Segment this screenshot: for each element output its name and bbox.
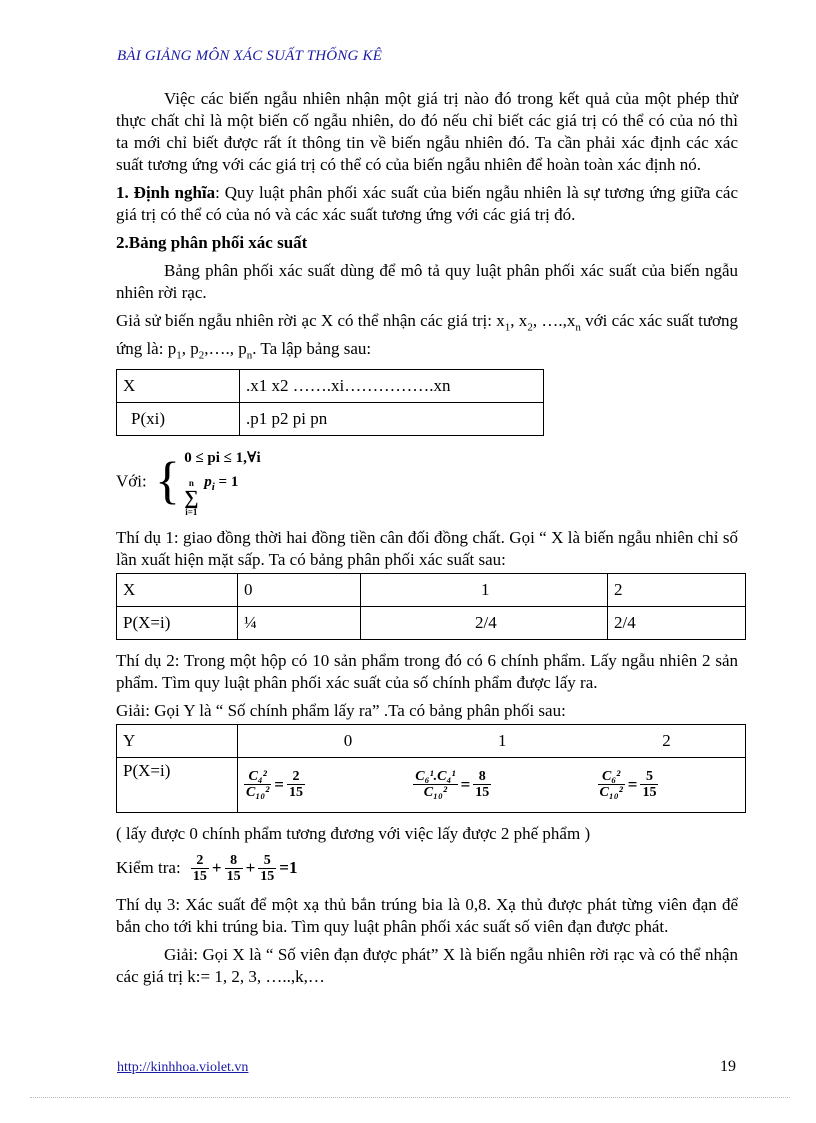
table-cell: 2/4: [361, 606, 608, 639]
table-cell: .p1 p2 pi pn: [240, 402, 544, 435]
section2-para2: Giả sử biến ngẫu nhiên rời ạc X có thể nhận các giá trị: $x_1$, $x_2$, $\dots.,x_n$ với các xác suất tương ứng là: $p_1$, $p_2,\dots$., $p_n$. Ta lập bảng sau:: [116, 311, 739, 362]
example2-note: ( lấy được 0 chính phẩm tương đương với việc lấy được 2 phế phẩm ): [116, 823, 591, 843]
example3-text: Thí dụ 3: Xác suất để một xạ thủ bắn trúng bia là 0,8. Xạ thủ được phát từng viên đạn để bắn cho tới khi trúng bia. Tìm quy luật phân phối xác suất số viên đạn được phát.: [116, 894, 738, 936]
example2-solution: Giải: Gọi Y là “ Số chính phẩm lấy ra” .Ta có bảng phân phối sau:: [116, 700, 566, 720]
conditions-block: [116, 446, 738, 517]
sigma-icon: n ∑ i=1: [184, 477, 199, 517]
check-line: Kiểm tra: $\frac{2}{15}$ + $\frac{8}{15}$ + $\frac{5}{15}$ =1: [116, 852, 298, 884]
table-cell: [238, 757, 746, 812]
table-cell: X: [117, 573, 238, 606]
table-cell: .x1 x2 …….xi…………….xn: [240, 369, 544, 402]
fraction-0: $\frac{\text{C₄²}}{\text{C₁₀²}}$ = $\frac{2}{15}$: [246, 769, 303, 801]
page-number: 19: [720, 1058, 736, 1075]
table-cell: Y: [117, 724, 238, 757]
table-cell: P(xi): [117, 402, 240, 435]
fraction-2: $\frac{\text{C₆²}}{\text{C₁₀²}}$ = $\frac{5}{15}$: [599, 769, 657, 801]
table-cell: 1: [361, 573, 608, 606]
example2-table: [116, 724, 746, 813]
table-cell: X: [117, 369, 240, 402]
table-cell: 2: [608, 573, 746, 606]
example2-text: Thí dụ 2: Trong một hộp có 10 sản phẩm trong đó có 6 chính phẩm. Lấy ngẫu nhiên 2 sản phẩm. Tìm quy luật phân phối xác suất của số chính phẩm được lấy ra.: [116, 650, 738, 692]
with-label: Với:: [116, 471, 147, 491]
content: [116, 88, 738, 994]
definition-paragraph: [116, 182, 738, 226]
table-cell: ¼: [238, 606, 361, 639]
example1-table: [116, 573, 746, 640]
fraction-1: $\frac{\text{C₆¹.C₄¹}}{\text{C₁₀²}}$ = $\frac{8}{15}$: [415, 769, 490, 801]
table-cell: 0 1 2: [238, 724, 746, 757]
section2-para1: Bảng phân phối xác suất dùng để mô tả quy luật phân phối xác suất của biến ngẫu nhiên rời rạc.: [116, 261, 738, 302]
definition-text: : Quy luật phân phối xác suất của biến ngẫu nhiên là sự tương ứng giữa các giá trị có thể có của nó và các xác suất tương ứng với các giá trị đó.: [116, 183, 738, 224]
table-cell: P(X=i): [117, 757, 238, 812]
page-header: BÀI GIẢNG MÔN XÁC SUẤT THỐNG KÊ: [117, 48, 383, 64]
footer-divider: [30, 1097, 790, 1098]
intro-paragraph: Việc các biến ngẫu nhiên nhận một giá trị nào đó trong kết quả của một phép thử thực chất chỉ là một biến cố ngẫu nhiên, do đó nếu chỉ biết các giá trị có thể có của nó thì ta mới chỉ biết được rất ít thông tin về biến ngẫu nhiên đó. Ta cần phải xác định các xác suất tương ứng với các giá trị có thể có của biến ngẫu nhiên để hoàn toàn xác định nó.: [116, 89, 738, 174]
definition-heading: 1. Định nghĩa: [116, 183, 216, 202]
footer-link[interactable]: http://kinhhoa.violet.vn: [117, 1060, 249, 1075]
brace-icon: {: [154, 452, 180, 510]
condition-2: n ∑ i=1 $p_i = 1$: [184, 473, 239, 517]
example1-text: Thí dụ 1: giao đồng thời hai đồng tiền cân đối đồng chất. Gọi “ X là biến ngẫu nhiên chỉ số lần xuất hiện mặt sấp. Ta có bảng phân phối xác suất sau:: [116, 527, 738, 569]
generic-distribution-table: [116, 369, 544, 436]
table-cell: P(X=i): [117, 606, 238, 639]
table-cell: 0: [238, 573, 361, 606]
condition-1: 0 ≤ pi ≤ 1,∀i: [184, 449, 261, 466]
section2-heading: 2.Bảng phân phối xác suất: [116, 233, 308, 252]
example3-solution: Giải: Gọi X là “ Số viên đạn được phát” X là biến ngẫu nhiên rời rạc và có thể nhận các giá trị k:= 1, 2, 3, …..,k,…: [116, 944, 738, 986]
table-cell: 2/4: [608, 606, 746, 639]
